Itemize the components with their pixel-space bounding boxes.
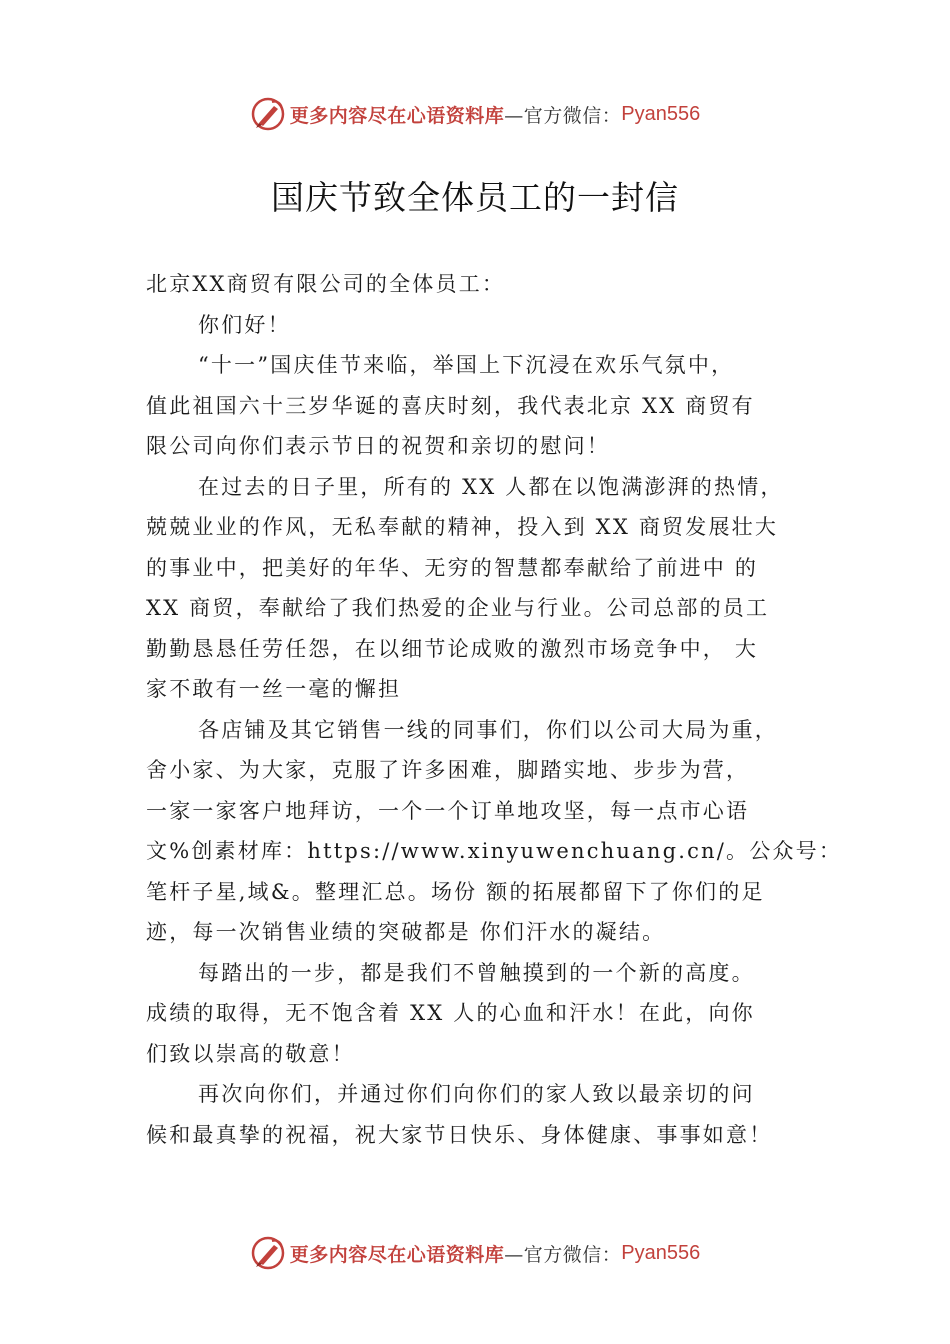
- paragraph-line: 值此祖国六十三岁华诞的喜庆时刻，我代表北京 XX 商贸有: [146, 393, 755, 418]
- paragraph-line: 兢兢业业的作风，无私奉献的精神，投入到 XX 商贸发展壮大: [146, 515, 779, 539]
- pen-nib-logo-icon: [250, 96, 286, 132]
- paragraph-line: 成绩的取得，无不饱含着 XX 人的心血和汗水！在此，向你: [146, 1001, 755, 1025]
- banner-separator: —官方微信：: [504, 104, 622, 127]
- document-title: 国庆节致全体员工的一封信: [271, 178, 679, 217]
- pen-nib-logo-icon: [250, 1235, 286, 1271]
- paragraph-line: 各店铺及其它销售一线的同事们，你们以公司大局为重，: [198, 717, 778, 742]
- paragraph-line: XX 商贸，奉献给了我们热爱的企业与行业。公司总部的员工: [146, 596, 770, 620]
- paragraph-line: 一家一家客户地拜访，一个一个订单地攻坚，每一点市心语: [146, 798, 750, 823]
- banner-text: 更多内容尽在心语资料库: [289, 1243, 505, 1266]
- paragraph-line: 文%创素材库：https://www.xinyuwenchuang.cn/。公众号：: [146, 839, 843, 863]
- paragraph-line: 迹，每一次销售业绩的突破都是 你们汗水的凝结。: [146, 920, 666, 944]
- paragraph-line: 再次向你们，并通过你们向你们的家人致以最亲切的问: [198, 1082, 755, 1106]
- paragraph-line: 限公司向你们表示节日的祝贺和亲切的慰问！: [146, 434, 610, 458]
- banner-separator: —官方微信：: [504, 1243, 622, 1266]
- paragraph-line: 们致以崇高的敬意！: [146, 1041, 355, 1066]
- paragraph-line: 在过去的日子里，所有的 XX 人都在以饱满澎湃的热情，: [198, 474, 784, 499]
- paragraph-line: 勤勤恳恳任劳任怨，在以细节论成败的激烈市场竞争中， 大: [146, 636, 759, 661]
- header-banner: [0, 94, 950, 134]
- footer-banner: [0, 1233, 950, 1273]
- paragraph-line: “十一”国庆佳节来临，举国上下沉浸在欢乐气氛中，: [198, 353, 735, 377]
- banner-wechat-id: Pyan556: [621, 102, 701, 125]
- banner-text: 更多内容尽在心语资料库: [289, 104, 505, 127]
- paragraph-line: 候和最真挚的祝福，祝大家节日快乐、身体健康、事事如意！: [146, 1122, 773, 1147]
- paragraph-line: 家不敢有一丝一毫的懈担: [146, 677, 402, 701]
- banner-wechat-id: Pyan556: [621, 1241, 701, 1264]
- paragraph-line: 每踏出的一步，都是我们不曾触摸到的一个新的高度。: [198, 960, 755, 985]
- greeting-line: 你们好！: [198, 312, 291, 337]
- paragraph-line: 舍小家、为大家，克服了许多困难，脚踏实地、步步为营，: [146, 758, 750, 782]
- paragraph-line: 的事业中，把美好的年华、无穷的智慧都奉献给了前进中 的: [146, 555, 759, 580]
- paragraph-line: 笔杆子星,域&。整理汇总。场份 额的拓展都留下了你们的足: [146, 879, 765, 904]
- letter-body: [146, 264, 846, 1155]
- salutation-line: 北京XX商贸有限公司的全体员工：: [146, 272, 506, 296]
